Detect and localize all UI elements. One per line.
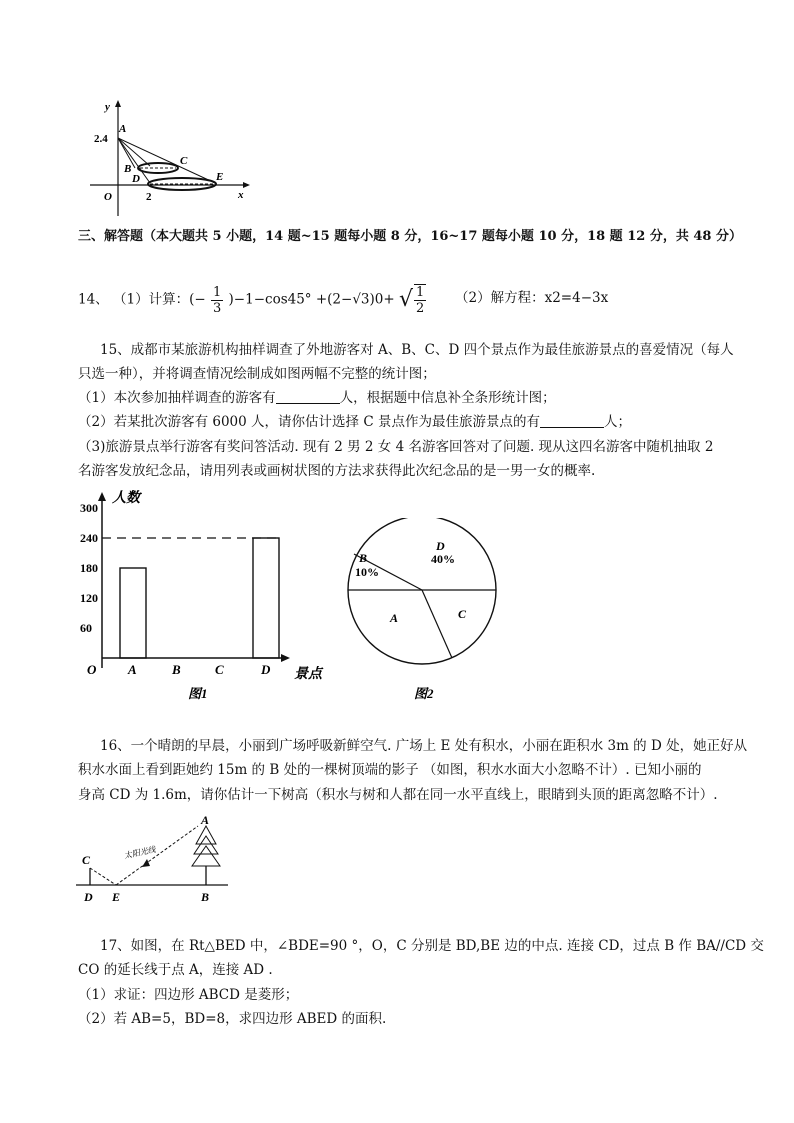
q16-label-a: A xyxy=(201,813,210,827)
bar-category-B: B xyxy=(172,662,181,677)
q13-coordinate-figure xyxy=(90,98,260,218)
bar-category-D: D xyxy=(261,662,271,677)
q16-line1: 16、一个晴朗的早晨，小丽到广场呼吸新鲜空气. 广场上 E 处有积水，小丽在距积水 3m 的 D 处，她正好从 xyxy=(100,738,748,754)
bar-chart xyxy=(78,488,338,708)
fig13-y-label: y xyxy=(105,101,110,113)
pie-value-d: 40% xyxy=(431,552,455,566)
q15-line6: 名游客发放纪念品，请用列表或画树状图的方法求获得此次纪念品的是一男一女的概率. xyxy=(78,463,596,479)
q17-line2: CO 的延长线于点 A，连接 AD . xyxy=(78,962,273,978)
fig13-tick-y: 2.4 xyxy=(94,133,108,145)
q15-blank-2[interactable] xyxy=(540,413,604,428)
q14-number: 14、 xyxy=(78,291,109,308)
section-heading: 三、解答题（本大题共 5 小题，14 题~15 题每小题 8 分，16~17 题每小题 10 分，18 题 12 分，共 48 分） xyxy=(78,229,742,244)
q16-label-d: D xyxy=(84,890,93,904)
pie-value-b: 10% xyxy=(355,565,379,579)
q17-line1: 17、如图，在 Rt△BED 中，∠BDE=90 °，O，C 分别是 BD,BE 边的中点. 连接 CD，过点 B 作 BA//CD 交 xyxy=(100,938,764,954)
fig13-point-a: A xyxy=(119,123,127,135)
q15-blank-1[interactable] xyxy=(276,389,340,404)
bar-ytick-120: 120 xyxy=(80,591,98,605)
q14-frac-num: 1 xyxy=(212,284,222,300)
bar-xlabel: 景点 xyxy=(294,667,322,682)
fig13-tick-x: 2 xyxy=(146,191,152,203)
fig13-point-d: D xyxy=(132,173,140,185)
q16-label-e: E xyxy=(112,890,121,904)
bar-ytick-180: 180 xyxy=(80,561,98,575)
q14-fraction xyxy=(211,285,223,316)
q15-line2: 只选一种），并将调查情况绘制成如图两幅不完整的统计图； xyxy=(78,366,436,382)
q14-sqrt-den: 2 xyxy=(416,301,425,316)
fig13-origin-label: O xyxy=(104,191,112,203)
q15-line4-pre: （2）若某批次游客有 6000 人，请你估计选择 C 景点作为最佳旅游景点的有 xyxy=(78,414,540,430)
pie-title: 图2 xyxy=(414,686,434,701)
fig13-x-label: x xyxy=(238,189,244,201)
q14-sqrt: √ $\frac{1}{2}$ xyxy=(398,285,425,316)
q16-line2: 积水水面上看到距她约 15m 的 B 处的一棵树顶端的影子 （如图，积水水面大小忽略不计）. 已知小丽的 xyxy=(78,762,702,778)
bar-ytick-60: 60 xyxy=(80,621,92,635)
q15-line3-post: 人，根据题中信息补全条形统计图； xyxy=(339,390,556,406)
q15-line4 xyxy=(78,412,631,432)
q16-line3: 身高 CD 为 1.6m，请你估计一下树高（积水与树和人都在同一水平直线上，眼睛到头顶的距离忽略不计）. xyxy=(78,787,718,803)
fig13-point-e: E xyxy=(216,171,224,183)
q15-line5: （3)旅游景点举行游客有奖问答活动. 现有 2 男 2 女 4 名游客回答对了问题. 现从这四名游客中随机抽取 2 xyxy=(78,439,714,455)
q15-line3 xyxy=(78,388,556,408)
q15-line1: 15、成都市某旅游机构抽样调查了外地游客对 A、B、C、D 四个景点作为最佳旅游景点的喜爱情况（每人 xyxy=(100,342,734,358)
bar-D xyxy=(253,538,279,658)
q14-part1-mid: )−1−cos45° +(2−√3)0+ xyxy=(228,291,395,308)
q15-line4-post: 人； xyxy=(603,414,631,430)
bar-category-A: A xyxy=(128,662,137,677)
pie-label-d: D xyxy=(436,539,445,553)
bar-A xyxy=(120,568,146,658)
q16-label-c: C xyxy=(82,853,91,867)
pie-label-c: C xyxy=(458,607,467,621)
q14-part2: （2）解方程：x2=4−3x xyxy=(455,290,609,306)
fig13-point-c: C xyxy=(180,155,188,167)
pie-label-b: B xyxy=(359,551,368,565)
q17-line3: （1）求证：四边形 ABCD 是菱形； xyxy=(78,987,299,1003)
q14-frac-den: 3 xyxy=(212,300,222,316)
q14-part1-prefix: （1）计算：(− xyxy=(112,291,206,308)
q16-ray-label: 太阳光线 xyxy=(123,844,157,861)
fig13-point-b: B xyxy=(124,163,132,175)
q16-label-b: B xyxy=(201,890,210,904)
bar-ytick-300: 300 xyxy=(80,501,98,515)
q15-line3-pre: （1）本次参加抽样调查的游客有 xyxy=(78,390,276,406)
pie-chart xyxy=(340,518,510,708)
q16-figure xyxy=(76,810,236,910)
question-14 xyxy=(78,284,427,316)
bar-ylabel: 人数 xyxy=(112,491,140,506)
q17-line4: （2）若 AB=5，BD=8，求四边形 ABED 的面积. xyxy=(78,1011,387,1027)
pie-divider-c xyxy=(422,590,452,658)
q14-sqrt-num: 1 xyxy=(416,285,425,300)
pie-label-a: A xyxy=(390,611,399,625)
bar-title: 图1 xyxy=(188,686,208,701)
bar-category-C: C xyxy=(215,662,224,677)
bar-origin: O xyxy=(87,662,97,677)
bar-ytick-240: 240 xyxy=(80,531,98,545)
